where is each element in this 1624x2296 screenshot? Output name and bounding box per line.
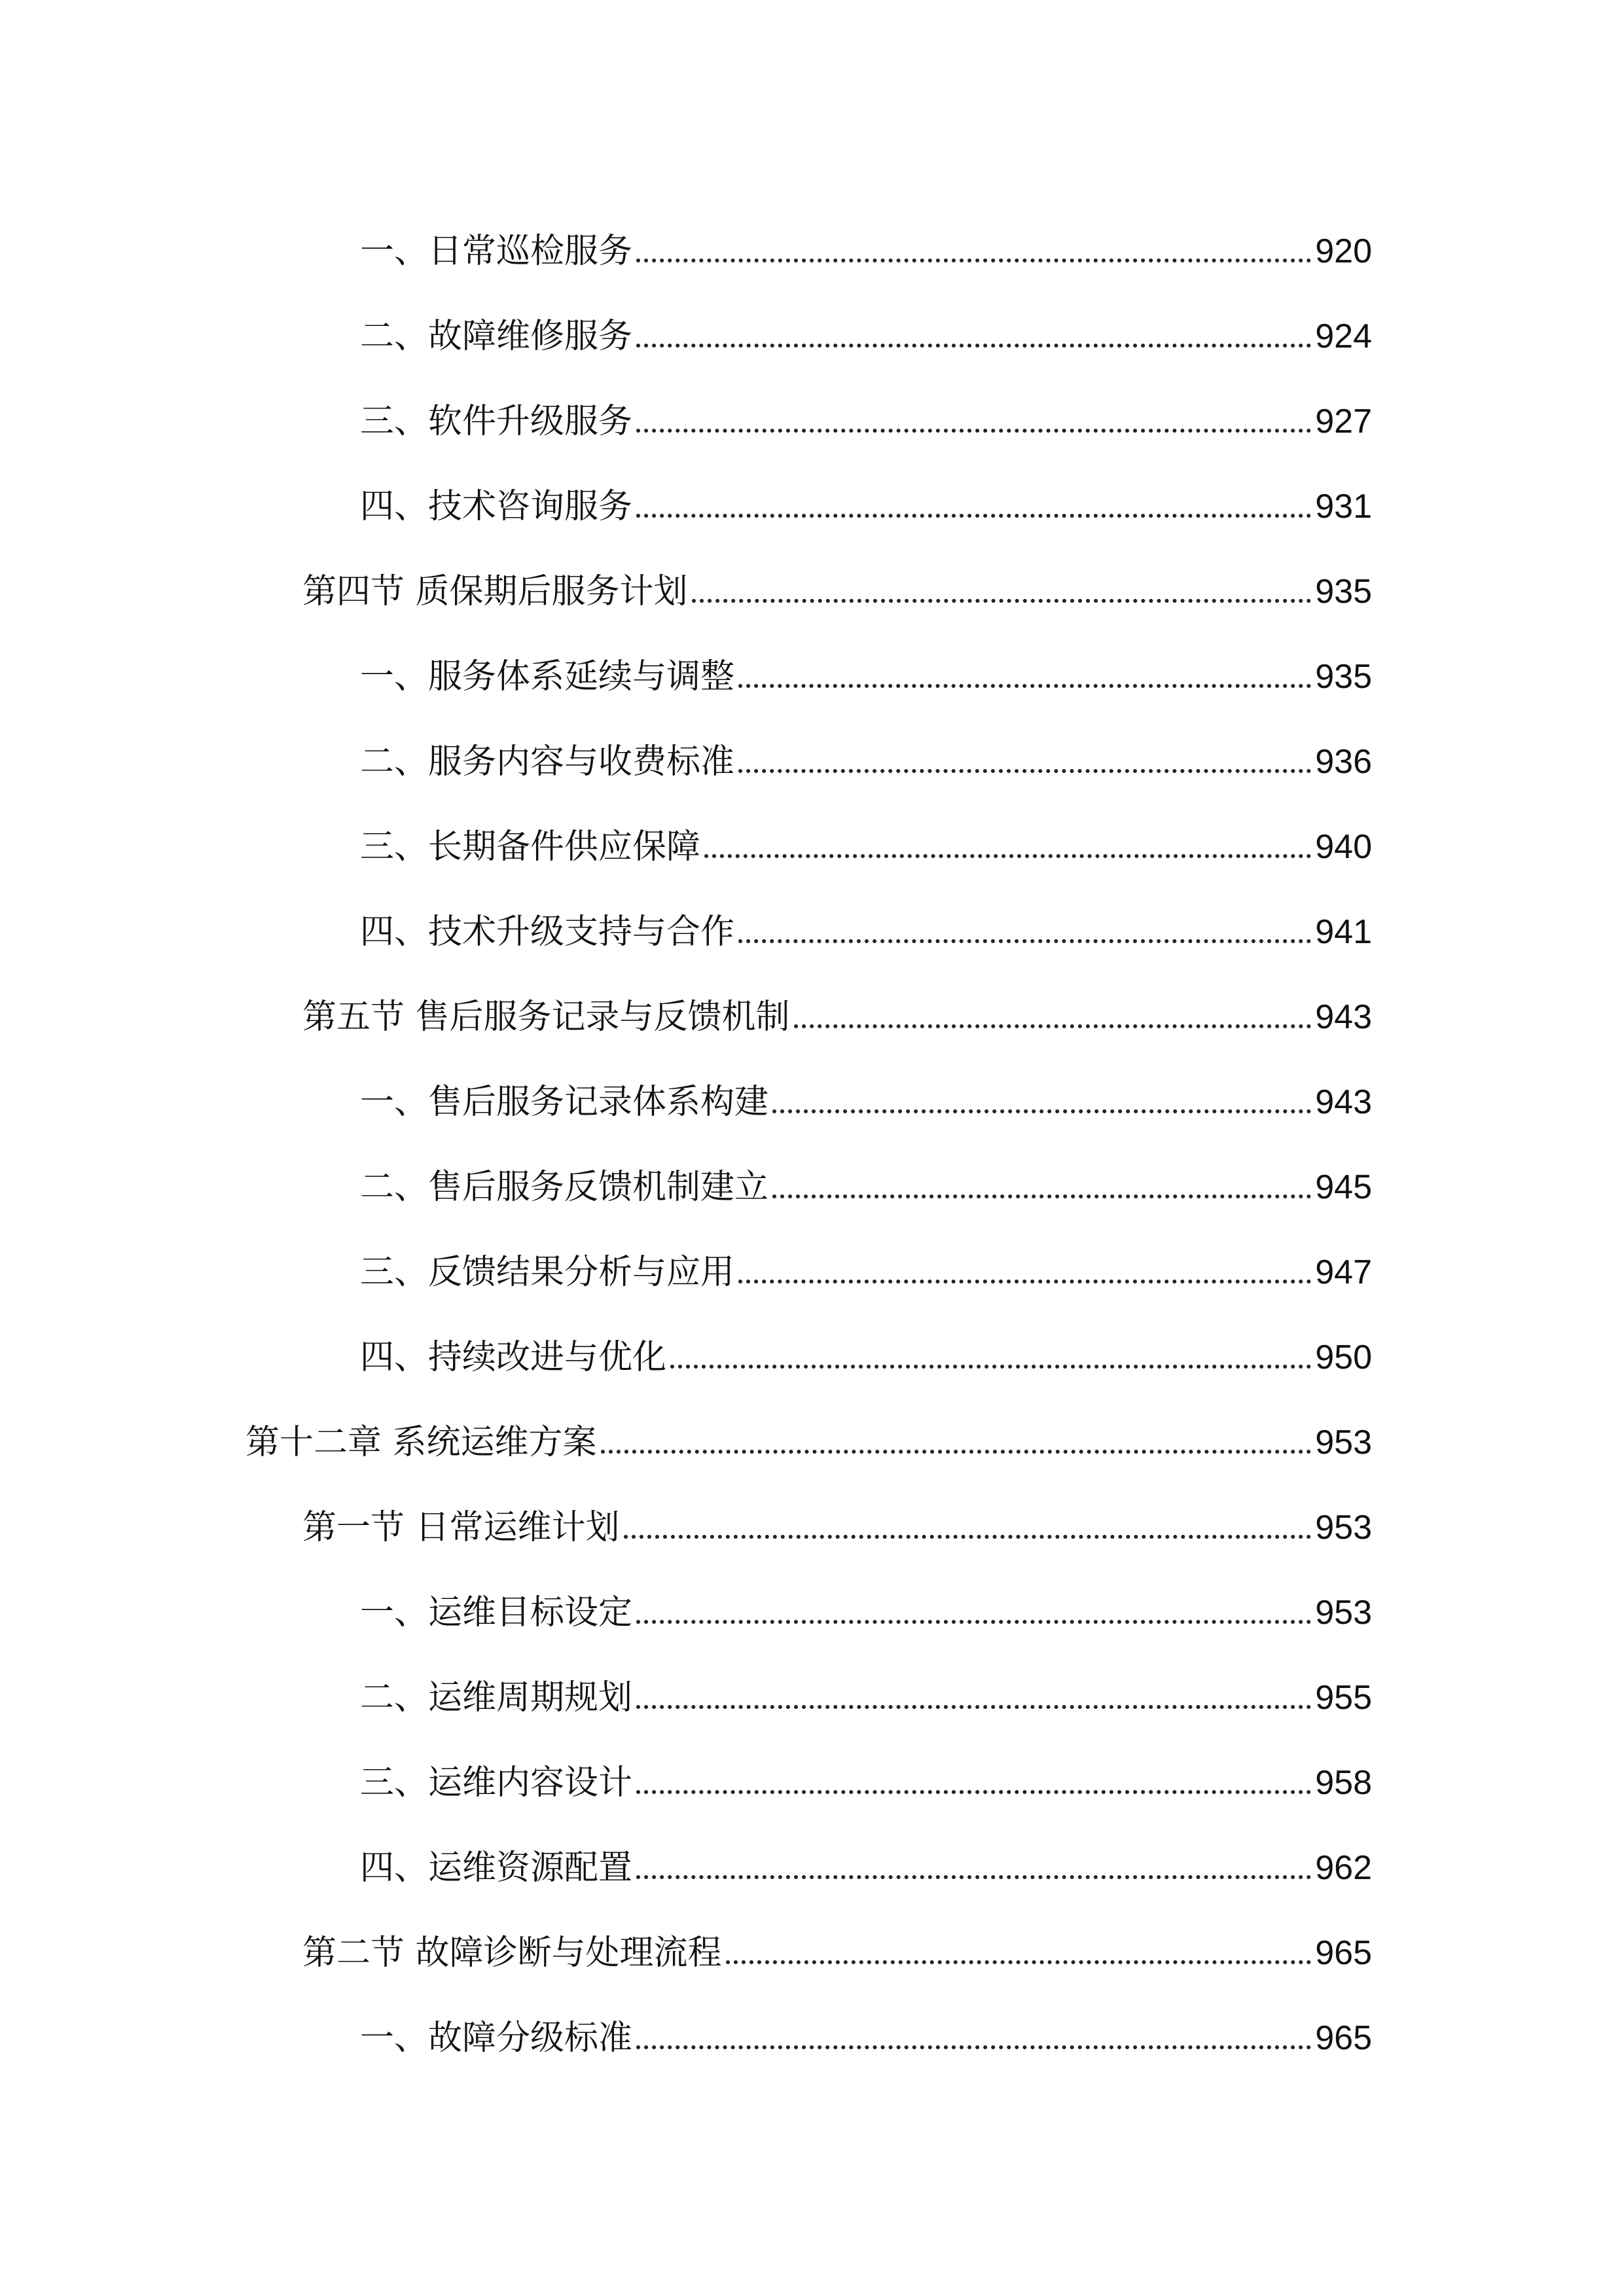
dot-leader — [624, 1535, 1312, 1539]
dot-leader — [636, 429, 1311, 433]
toc-entry-page-number: 940 — [1315, 828, 1372, 866]
dot-leader — [670, 1365, 1311, 1369]
toc-entry-title: 二、故障维修服务 — [360, 317, 633, 356]
toc-entry-title: 二、运维周期规划 — [360, 1678, 633, 1717]
toc-entry-page-number: 931 — [1315, 488, 1372, 526]
toc-entry[interactable] — [302, 1918, 1372, 1973]
toc-entry-title: 一、服务体系延续与调整 — [360, 657, 735, 696]
toc-entry-page-number: 947 — [1315, 1253, 1372, 1291]
toc-entry[interactable] — [360, 641, 1372, 694]
dot-leader — [738, 1280, 1311, 1283]
toc-entry-page-number: 935 — [1315, 573, 1372, 611]
toc-entry-page-number: 920 — [1315, 232, 1372, 270]
toc-entry[interactable] — [360, 301, 1372, 356]
toc-entry[interactable] — [302, 982, 1372, 1037]
dot-leader — [726, 1960, 1312, 1964]
toc-entry-page-number: 941 — [1315, 913, 1372, 951]
toc-entry[interactable] — [360, 812, 1372, 867]
toc-entry[interactable] — [360, 1577, 1372, 1630]
dot-leader — [738, 684, 1311, 688]
dot-leader — [794, 1024, 1312, 1028]
dot-leader — [692, 599, 1312, 603]
toc-entry[interactable] — [360, 216, 1372, 271]
toc-entry[interactable] — [360, 897, 1372, 952]
toc-entry-page-number: 945 — [1315, 1168, 1372, 1206]
toc-entry[interactable] — [360, 2003, 1372, 2058]
toc-entry-page-number: 935 — [1315, 658, 1372, 696]
toc-entry-page-number: 965 — [1315, 2019, 1372, 2057]
toc-entry-page-number: 927 — [1315, 403, 1372, 440]
toc-entry[interactable] — [360, 386, 1372, 439]
toc-entry[interactable] — [302, 1492, 1372, 1545]
dot-leader — [636, 1875, 1311, 1879]
toc-entry[interactable] — [360, 1237, 1372, 1292]
toc-entry[interactable] — [360, 726, 1372, 779]
dot-leader — [738, 769, 1311, 773]
toc-entry-page-number: 955 — [1315, 1679, 1372, 1717]
toc-entry[interactable] — [360, 1833, 1372, 1888]
toc-entry-page-number: 953 — [1315, 1509, 1372, 1547]
toc-entry[interactable] — [245, 1407, 1372, 1460]
toc-entry-page-number: 943 — [1315, 998, 1372, 1036]
dot-leader — [772, 1109, 1311, 1113]
toc-entry-title: 二、服务内容与收费标准 — [360, 742, 735, 781]
toc-entry-title: 一、日常巡检服务 — [360, 232, 633, 271]
dot-leader — [738, 939, 1311, 943]
toc-entry-title: 一、故障分级标准 — [360, 2018, 633, 2058]
toc-entry[interactable] — [360, 1152, 1372, 1207]
toc-entry-title: 四、持续改进与优化 — [360, 1338, 667, 1377]
toc-entry[interactable] — [360, 1322, 1372, 1377]
toc-entry[interactable] — [302, 556, 1372, 609]
dot-leader — [636, 1705, 1311, 1709]
toc-entry-page-number: 965 — [1315, 1934, 1372, 1972]
toc-entry-title: 三、反馈结果分析与应用 — [360, 1253, 735, 1292]
toc-entry-title: 一、运维目标设定 — [360, 1593, 633, 1632]
toc-entry[interactable] — [360, 471, 1372, 524]
toc-entry[interactable] — [360, 1067, 1372, 1122]
dot-leader — [636, 259, 1311, 262]
toc-entry-page-number: 953 — [1315, 1594, 1372, 1632]
toc-entry-title: 三、软件升级服务 — [360, 402, 633, 441]
dot-leader — [636, 1620, 1311, 1624]
dot-leader — [636, 1790, 1311, 1794]
dot-leader — [772, 1194, 1311, 1198]
toc-entry-page-number: 958 — [1315, 1764, 1372, 1802]
toc-entry-title: 二、售后服务反馈机制建立 — [360, 1168, 769, 1207]
dot-leader — [636, 514, 1311, 518]
toc-entry-page-number: 943 — [1315, 1083, 1372, 1121]
toc-entry-page-number: 936 — [1315, 743, 1372, 781]
toc-entry-title: 三、运维内容设计 — [360, 1763, 633, 1803]
toc-entry[interactable] — [360, 1662, 1372, 1715]
dot-leader — [601, 1450, 1312, 1454]
toc-entry-page-number: 950 — [1315, 1338, 1372, 1376]
toc-entry-title: 四、技术咨询服务 — [360, 487, 633, 526]
dot-leader — [636, 2045, 1311, 2049]
toc-entry-title: 第四节 质保期后服务计划 — [302, 572, 688, 611]
toc-entry-title: 三、长期备件供应保障 — [360, 827, 701, 867]
toc-entry-title: 一、售后服务记录体系构建 — [360, 1083, 769, 1122]
toc-entry-title: 第二节 故障诊断与处理流程 — [302, 1933, 722, 1973]
toc-entry-title: 第一节 日常运维计划 — [302, 1508, 620, 1547]
toc-entry[interactable] — [360, 1748, 1372, 1803]
dot-leader — [636, 344, 1311, 348]
toc-entry-page-number: 953 — [1315, 1424, 1372, 1462]
dot-leader — [704, 854, 1311, 858]
toc-entry-title: 四、技术升级支持与合作 — [360, 912, 735, 952]
toc-entry-page-number: 924 — [1315, 317, 1372, 355]
toc-entry-title: 第五节 售后服务记录与反馈机制 — [302, 997, 790, 1037]
toc-entry-title: 第十二章 系统运维方案 — [245, 1423, 597, 1462]
toc-entry-page-number: 962 — [1315, 1849, 1372, 1887]
toc-entry-title: 四、运维资源配置 — [360, 1848, 633, 1888]
